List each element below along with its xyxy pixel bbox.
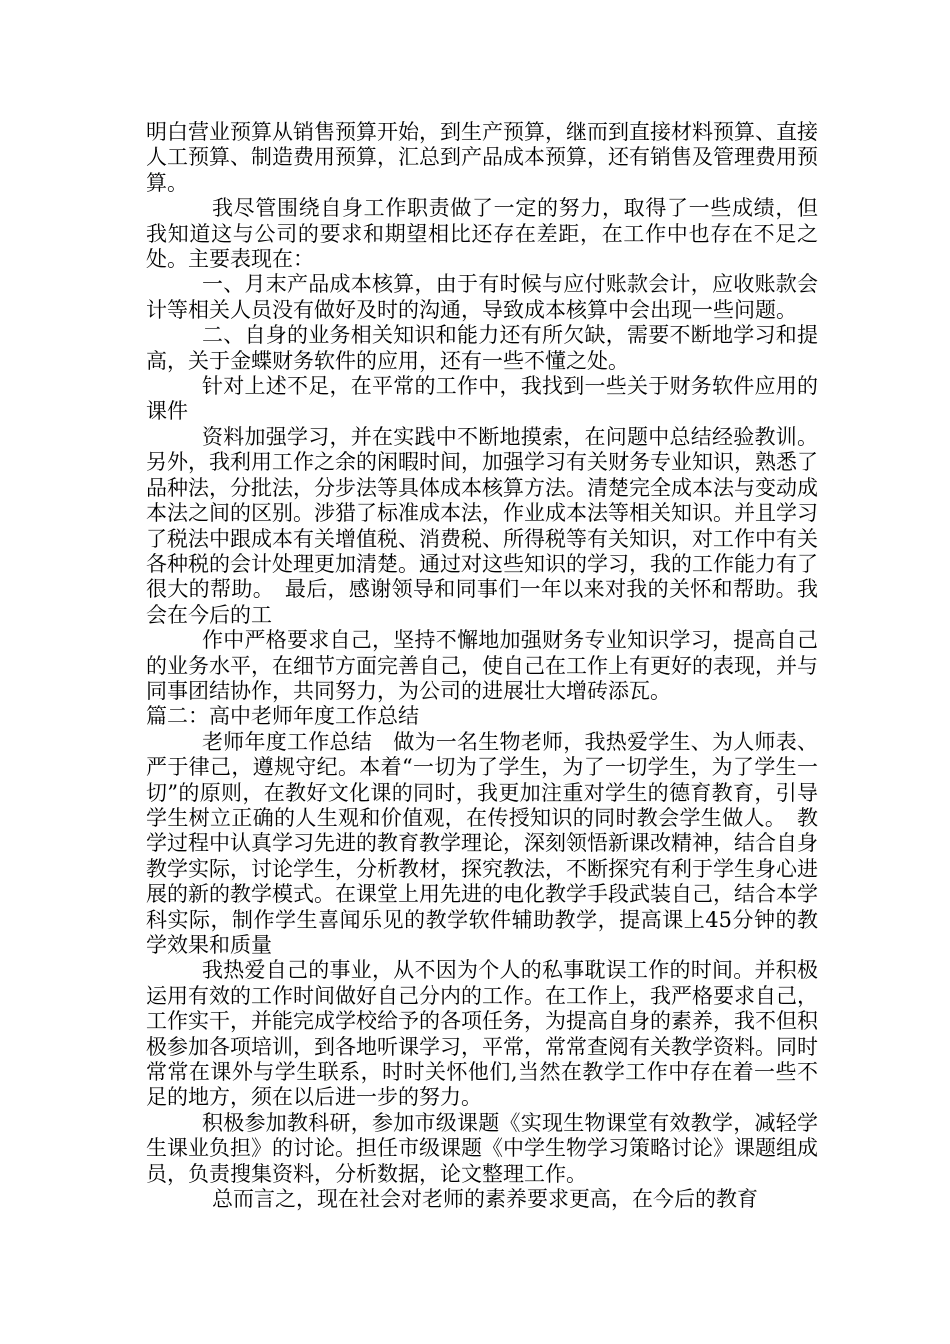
paragraph-study: 资料加强学习，并在实践中不断地摸索，在问题中总结经验教训。另外，我利用工作之余的闲暇时间，加强学习有关财务专业知识，熟悉了品种法，分批法，分步法等具体成本核算方法。清楚完全成本法与变动成本法之间的区别。涉猎了标准成本法，作业成本法等相关知识。并且学习了税法中跟成本有关增值税、消费税、所得税等有关知识，对工作中有关各种税的会计处理更加清楚。通过对这些知识的学习，我的工作能力有了很大的帮助。 最后，感谢领导和同事们一年以来对我的关怀和帮助。我会在今后的工 [146,424,818,627]
paragraph-point-one: 一、月末产品成本核算，由于有时候与应付账款会计，应收账款会计等相关人员没有做好及时的沟通，导致成本核算中会出现一些问题。 [146,272,818,322]
paragraph-research: 积极参加教科研，参加市级课题《实现生物课堂有效教学，减轻学生课业负担》的讨论。担任市级课题《中学生物学习策略讨论》课题组成员，负责搜集资料，分析数据，论文整理工作。 [146,1110,818,1186]
section-heading: 篇二：高中老师年度工作总结 [146,704,419,729]
paragraph-budget: 明白营业预算从销售预算开始，到生产预算，继而到直接材料预算、直接人工预算、制造费用预算，汇总到产品成本预算，还有销售及管理费用预算。 [146,120,818,195]
paragraph-conclusion: 总而言之，现在社会对老师的素养要求更高，在今后的教育 [212,1187,758,1212]
document-body [146,120,818,1212]
paragraph-dedication: 我热爱自己的事业，从不因为个人的私事耽误工作的时间。并积极运用有效的工作时间做好自己分内的工作。在工作上，我严格要求自己，工作实干，并能完成学校给予的各项任务，为提高自身的素养，我不但积极参加各项培训，到各地听课学习，平常，常常查阅有关教学资料。同时常常在课外与学生联系，时时关怀他们,当然在教学工作中存在着一些不足的地方，须在以后进一步的努力。 [146,958,818,1110]
paragraph-commitment: 作中严格要求自己，坚持不懈地加强财务专业知识学习，提高自己的业务水平，在细节方面完善自己，使自己在工作上有更好的表现，并与同事团结协作，共同努力，为公司的进展壮大增砖添瓦。 [146,628,818,703]
paragraph-shortcomings-intro: 我尽管围绕自身工作职责做了一定的努力，取得了一些成绩，但我知道这与公司的要求和期望相比还存在差距，在工作中也存在不足之处。主要表现在： [146,196,818,272]
paragraph-teacher-summary: 老师年度工作总结 做为一名生物老师，我热爱学生、为人师表、严于律己，遵规守纪。本着“一切为了学生，为了一切学生，为了学生一切”的原则，在教好文化课的同时，我更加注重对学生的德育教育，引导学生树立正确的人生观和价值观，在传授知识的同时教会学生做人。 教学过程中认真学习先进的教育教学理论，深刻领悟新课改精神，结合自身教学实际，讨论学生，分析教材，探究教法，不断探究有利于学生身心进展的新的教学模式。在课堂上用先进的电化教学手段武装自己，结合本学科实际，制作学生喜闻乐见的教学软件辅助教学，提高课上45分钟的教学效果和质量 [146,729,818,957]
paragraph-point-two: 二、自身的业务相关知识和能力还有所欠缺，需要不断地学习和提高，关于金蝶财务软件的应用，还有一些不懂之处。 [146,323,818,373]
paragraph-improvement: 针对上述不足，在平常的工作中，我找到一些关于财务软件应用的课件 [146,374,818,424]
